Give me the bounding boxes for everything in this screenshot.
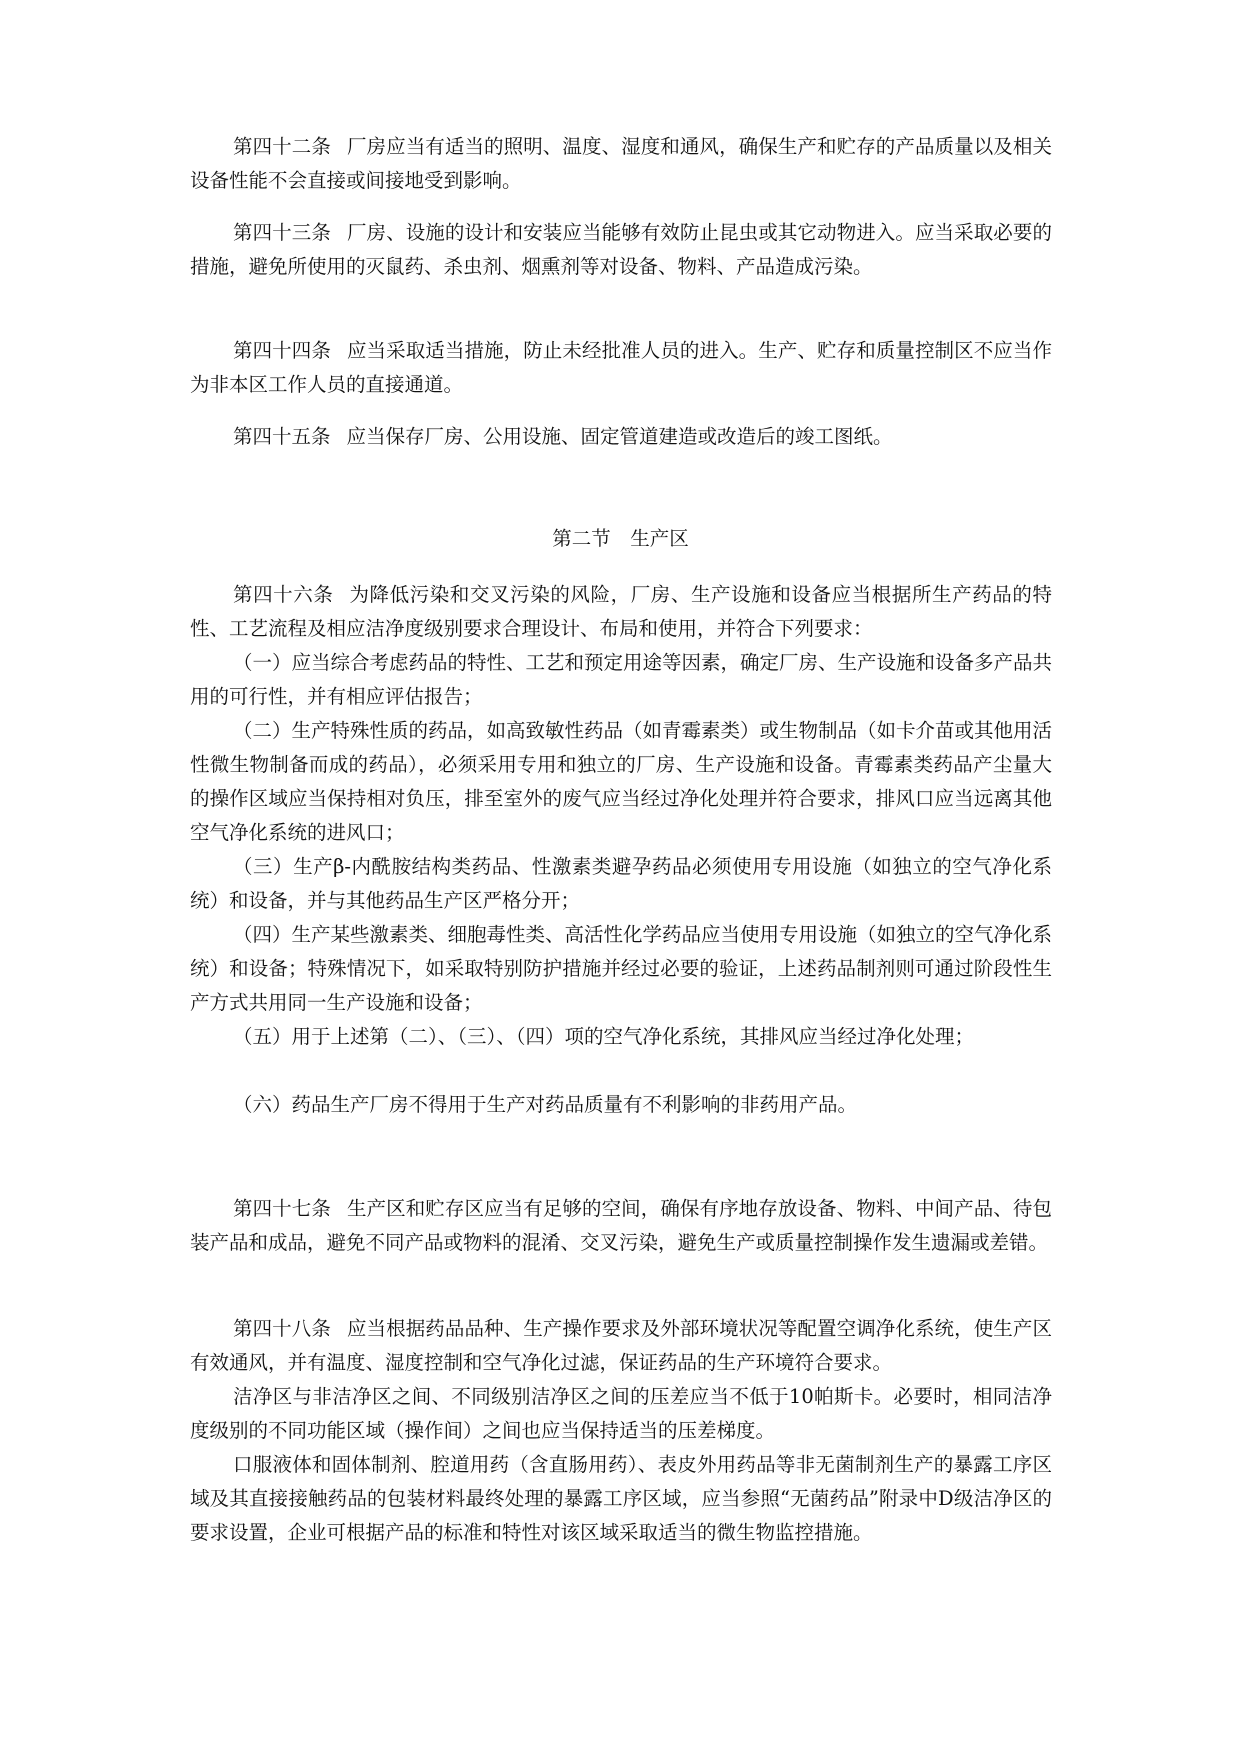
article-48-paragraph-3: 口服液体和固体制剂、腔道用药（含直肠用药）、表皮外用药品等非无菌制剂生产的暴露工序区域及其直接接触药品的包装材料最终处理的暴露工序区域，应当参照“无菌药品”附录中D级洁净区的要求设置，企业可根据产品的标准和特性对该区域采取适当的微生物监控措施。 bbox=[190, 1453, 1052, 1544]
article-46-item-1: （一）应当综合考虑药品的特性、工艺和预定用途等因素，确定厂房、生产设施和设备多产品共用的可行性，并有相应评估报告； bbox=[190, 651, 1053, 708]
article-43 bbox=[190, 216, 1052, 284]
article-46-item-5: （五）用于上述第（二）、（三）、（四）项的空气净化系统，其排风应当经过净化处理； bbox=[233, 1025, 975, 1048]
article-text: 生产区和贮存区应当有足够的空间，确保有序地存放设备、物料、中间产品、待包装产品和成品，避免不同产品或物料的混淆、交叉污染，避免生产或质量控制操作发生遗漏或差错。 bbox=[190, 1197, 1052, 1254]
article-text: 应当保存厂房、公用设施、固定管道建造或改造后的竣工图纸。 bbox=[346, 425, 893, 448]
article-text: 应当根据药品品种、生产操作要求及外部环境状况等配置空调净化系统，使生产区有效通风，并有温度、湿度控制和空气净化过滤，保证药品的生产环境符合要求。 bbox=[190, 1317, 1052, 1374]
article-text: 应当采取适当措施，防止未经批准人员的进入。生产、贮存和质量控制区不应当作为非本区工作人员的直接通道。 bbox=[190, 339, 1052, 396]
article-number: 第四十五条 bbox=[233, 425, 331, 448]
article-47 bbox=[190, 1192, 1052, 1260]
article-44 bbox=[190, 334, 1052, 402]
article-number: 第四十二条 bbox=[233, 135, 331, 158]
section-heading: 第二节 生产区 bbox=[552, 527, 689, 550]
article-text: 为降低污染和交叉污染的风险，厂房、生产设施和设备应当根据所生产药品的特性、工艺流程及相应洁净度级别要求合理设计、布局和使用，并符合下列要求： bbox=[190, 583, 1052, 640]
article-text: 厂房、设施的设计和安装应当能够有效防止昆虫或其它动物进入。应当采取必要的措施，避免所使用的灭鼠药、杀虫剂、烟熏剂等对设备、物料、产品造成污染。 bbox=[190, 221, 1052, 278]
article-46 bbox=[190, 578, 1052, 646]
article-46-item-6: （六）药品生产厂房不得用于生产对药品质量有不利影响的非药用产品。 bbox=[233, 1093, 858, 1116]
article-number: 第四十三条 bbox=[233, 221, 331, 244]
article-number: 第四十八条 bbox=[233, 1317, 331, 1340]
article-45 bbox=[190, 420, 1052, 454]
article-46-item-4: （四）生产某些激素类、细胞毒性类、高活性化学药品应当使用专用设施（如独立的空气净化系统）和设备；特殊情况下，如采取特别防护措施并经过必要的验证，上述药品制剂则可通过阶段性生产方式共用同一生产设施和设备； bbox=[190, 923, 1053, 1014]
article-number: 第四十四条 bbox=[233, 339, 331, 362]
article-46-item-2: （二）生产特殊性质的药品，如高致敏性药品（如青霉素类）或生物制品（如卡介苗或其他用活性微生物制备而成的药品），必须采用专用和独立的厂房、生产设施和设备。青霉素类药品产尘量大的操作区域应当保持相对负压，排至室外的废气应当经过净化处理并符合要求，排风口应当远离其他空气净化系统的进风口； bbox=[190, 719, 1053, 844]
article-46-item-3: （三）生产β-内酰胺结构类药品、性激素类避孕药品必须使用专用设施（如独立的空气净化系统）和设备，并与其他药品生产区严格分开； bbox=[190, 855, 1052, 912]
article-48 bbox=[190, 1312, 1052, 1380]
article-number: 第四十七条 bbox=[233, 1197, 331, 1220]
article-48-paragraph-2: 洁净区与非洁净区之间、不同级别洁净区之间的压差应当不低于10帕斯卡。必要时，相同洁净度级别的不同功能区域（操作间）之间也应当保持适当的压差梯度。 bbox=[190, 1385, 1052, 1442]
article-text: 厂房应当有适当的照明、温度、湿度和通风，确保生产和贮存的产品质量以及相关设备性能不会直接或间接地受到影响。 bbox=[190, 135, 1052, 192]
article-42 bbox=[190, 130, 1052, 198]
article-number: 第四十六条 bbox=[233, 583, 334, 606]
